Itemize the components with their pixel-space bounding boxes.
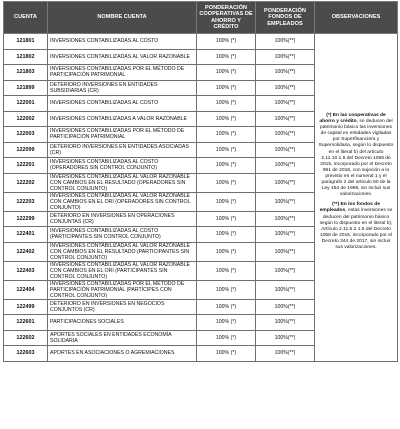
account-name-cell: INVERSIONES CONTABILIZADAS POR EL MÉTODO DE PARTICIPACIÓN PATRIMONIAL xyxy=(48,127,197,143)
fondos-weight-cell: 100%(**) xyxy=(256,49,315,65)
coop-weight-cell: 100% (*) xyxy=(197,173,256,192)
observation-1-heading: En las cooperativas de ahorro y crédito xyxy=(319,113,386,125)
fondos-weight-cell: 100%(**) xyxy=(256,227,315,243)
fondos-weight-cell: 100%(**) xyxy=(256,346,315,362)
account-code-cell: 122401 xyxy=(4,227,48,243)
account-name-cell: INVERSIONES CONTABILIZADAS AL VALOR RAZONABLE CON CAMBIOS EN EL ORI (OPERADORES SIN CONTROL CONJUNTO) xyxy=(48,192,197,211)
fondos-weight-cell: 100%(**) xyxy=(256,142,315,158)
account-name-cell: PARTICIPACIONES SOCIALES xyxy=(48,315,197,331)
account-name-cell: APORTES EN ASOCIACIONES O AGREMIACIONES xyxy=(48,346,197,362)
account-code-cell: 122402 xyxy=(4,242,48,261)
observation-cooperativas xyxy=(318,113,394,198)
account-code-cell: 122202 xyxy=(4,173,48,192)
account-code-cell: 122001 xyxy=(4,96,48,112)
account-code-cell: 122299 xyxy=(4,211,48,227)
coop-weight-cell: 100% (*) xyxy=(197,142,256,158)
account-code-cell: 121802 xyxy=(4,49,48,65)
fondos-weight-cell: 100%(**) xyxy=(256,315,315,331)
accounts-table xyxy=(3,1,398,362)
account-code-cell: 122002 xyxy=(4,111,48,127)
coop-weight-cell: 100% (*) xyxy=(197,299,256,315)
account-code-cell: 122203 xyxy=(4,192,48,211)
fondos-weight-cell: 100%(**) xyxy=(256,211,315,227)
coop-weight-cell: 100% (*) xyxy=(197,227,256,243)
observation-fondos xyxy=(318,202,394,251)
coop-weight-cell: 100% (*) xyxy=(197,127,256,143)
table-header xyxy=(4,2,398,34)
fondos-weight-cell: 100%(**) xyxy=(256,173,315,192)
account-name-cell: INVERSIONES CONTABILIZADAS AL COSTO xyxy=(48,34,197,50)
fondos-weight-cell: 100%(**) xyxy=(256,96,315,112)
fondos-weight-cell: 100%(**) xyxy=(256,330,315,346)
account-code-cell: 122201 xyxy=(4,158,48,174)
coop-weight-cell: 100% (*) xyxy=(197,158,256,174)
coop-weight-cell: 100% (*) xyxy=(197,34,256,50)
account-code-cell: 122499 xyxy=(4,299,48,315)
coop-weight-cell: 100% (*) xyxy=(197,80,256,96)
account-name-cell: APORTES SOCIALES EN ENTIDADES ECONOMÍA SOLIDARIA xyxy=(48,330,197,346)
account-name-cell: INVERSIONES CONTABILIZADAS POR EL MÉTODO DE PARTICIPACIÓN PATRIMONIAL (PARTÍCIPES CON CONTROL CONJUNTO) xyxy=(48,280,197,299)
account-name-cell: DETERIORO EN INVERSIONES EN NEGOCIOS CONJUNTOS (CR) xyxy=(48,299,197,315)
account-code-cell: 122099 xyxy=(4,142,48,158)
account-code-cell: 121899 xyxy=(4,80,48,96)
coop-weight-cell: 100% (*) xyxy=(197,65,256,81)
fondos-weight-cell: 100%(**) xyxy=(256,158,315,174)
account-name-cell: DETERIORO INVERSIONES EN ENTIDADES SUBSIDIARIAS (CR) xyxy=(48,80,197,96)
account-code-cell: 121803 xyxy=(4,65,48,81)
observation-2-heading: En los fondos de empleados xyxy=(319,202,380,214)
account-name-cell: INVERSIONES CONTABILIZADAS A VALOR RAZONABLE xyxy=(48,111,197,127)
account-name-cell: INVERSIONES CONTABILIZADAS AL COSTO (OPERADORES SIN CONTROL CONJUNTO) xyxy=(48,158,197,174)
header-nombre-cuenta: NOMBRE CUENTA xyxy=(48,2,197,34)
fondos-weight-cell: 100%(**) xyxy=(256,65,315,81)
fondos-weight-cell: 100%(**) xyxy=(256,261,315,280)
fondos-weight-cell: 100%(**) xyxy=(256,280,315,299)
fondos-weight-cell: 100%(**) xyxy=(256,242,315,261)
header-ponderacion-cooperativas: PONDERACIÓN COOPERATIVAS DE AHORRO Y CRÉDITO xyxy=(197,2,256,34)
coop-weight-cell: 100% (*) xyxy=(197,111,256,127)
account-code-cell: 122003 xyxy=(4,127,48,143)
account-code-cell: 122603 xyxy=(4,346,48,362)
coop-weight-cell: 100% (*) xyxy=(197,261,256,280)
fondos-weight-cell: 100%(**) xyxy=(256,127,315,143)
account-name-cell: INVERSIONES CONTABILIZADAS AL COSTO xyxy=(48,96,197,112)
header-cuenta: CUENTA xyxy=(4,2,48,34)
coop-weight-cell: 100% (*) xyxy=(197,96,256,112)
coop-weight-cell: 100% (*) xyxy=(197,211,256,227)
observation-1-body: , se deducen del patrimonio básico las inversiones de capital en entidades vigiladas por Superfinanciera y Supersolidaria, según lo dispuesto en el literal b) del artículo 2.11.10.1.5 del Decreto 1068 de 2015, incorporado por el Decreto 961 de 2018, con sujeción a lo previsto en el numeral 1 y el parágrafo 2 del artículo 50 de la Ley 454 de 1998, sin incluir sus valorizaciones. xyxy=(318,119,394,198)
account-code-cell: 121801 xyxy=(4,34,48,50)
account-name-cell: INVERSIONES CONTABILIZADAS AL COSTO (PARTICIPANTES SIN CONTROL CONJUNTO) xyxy=(48,227,197,243)
fondos-weight-cell: 100%(**) xyxy=(256,34,315,50)
coop-weight-cell: 100% (*) xyxy=(197,192,256,211)
account-name-cell: DETERIORO EN INVERSIONES EN OPERACIONES CONJUNTAS (CR) xyxy=(48,211,197,227)
coop-weight-cell: 100% (*) xyxy=(197,330,256,346)
table-body xyxy=(4,34,398,362)
header-observaciones: OBSERVACIONES xyxy=(315,2,398,34)
observations-cell xyxy=(315,34,398,362)
coop-weight-cell: 100% (*) xyxy=(197,242,256,261)
account-name-cell: INVERSIONES CONTABILIZADAS AL VALOR RAZONABLE CON CAMBIOS EN EL RESULTADO (OPERADORES SIN CONTROL CONJUNTO) xyxy=(48,173,197,192)
account-code-cell: 122602 xyxy=(4,330,48,346)
account-name-cell: INVERSIONES CONTABILIZADAS AL VALOR RAZONABLE CON CAMBIOS EN EL ORI (PARTICIPANTES SIN CONTROL CONJUNTO) xyxy=(48,261,197,280)
fondos-weight-cell: 100%(**) xyxy=(256,299,315,315)
account-name-cell: INVERSIONES CONTABILIZADAS AL VALOR RAZONABLE CON CAMBIOS EN EL RESULTADO (PARTICIPANTES SIN CONTROL CONJUNTO) xyxy=(48,242,197,261)
observation-1-mark: (*) xyxy=(326,113,332,118)
account-code-cell: 122601 xyxy=(4,315,48,331)
fondos-weight-cell: 100%(**) xyxy=(256,192,315,211)
observation-2-mark: (**) xyxy=(332,202,340,208)
accounts-table-container xyxy=(3,1,397,362)
fondos-weight-cell: 100%(**) xyxy=(256,80,315,96)
fondos-weight-cell: 100%(**) xyxy=(256,111,315,127)
coop-weight-cell: 100% (*) xyxy=(197,346,256,362)
account-code-cell: 122404 xyxy=(4,280,48,299)
header-ponderacion-fondos: PONDERACIÓN FONDOS DE EMPLEADOS xyxy=(256,2,315,34)
account-name-cell: DETERIORO INVERSIONES EN ENTIDADES ASOCIADAS (CR) xyxy=(48,142,197,158)
coop-weight-cell: 100% (*) xyxy=(197,315,256,331)
coop-weight-cell: 100% (*) xyxy=(197,49,256,65)
account-name-cell: INVERSIONES CONTABILIZADAS POR EL MÉTODO DE PARTICIPACIÓN PATRIMONIAL xyxy=(48,65,197,81)
coop-weight-cell: 100% (*) xyxy=(197,280,256,299)
observations-text xyxy=(318,113,394,251)
account-name-cell: INVERSIONES CONTABILIZADAS AL VALOR RAZONABLE xyxy=(48,49,197,65)
observation-2-body: , estas inversiones se deducen del patrimonio básico según lo dispuesto en el literal b), Artículo 2.11.5.2.1.5 del Decreto 1068 de 2015, incorporado por el Decreto 344 de 2017, sin incluir sus valorizaciones. xyxy=(319,208,393,250)
table-row xyxy=(4,34,398,50)
account-code-cell: 122403 xyxy=(4,261,48,280)
